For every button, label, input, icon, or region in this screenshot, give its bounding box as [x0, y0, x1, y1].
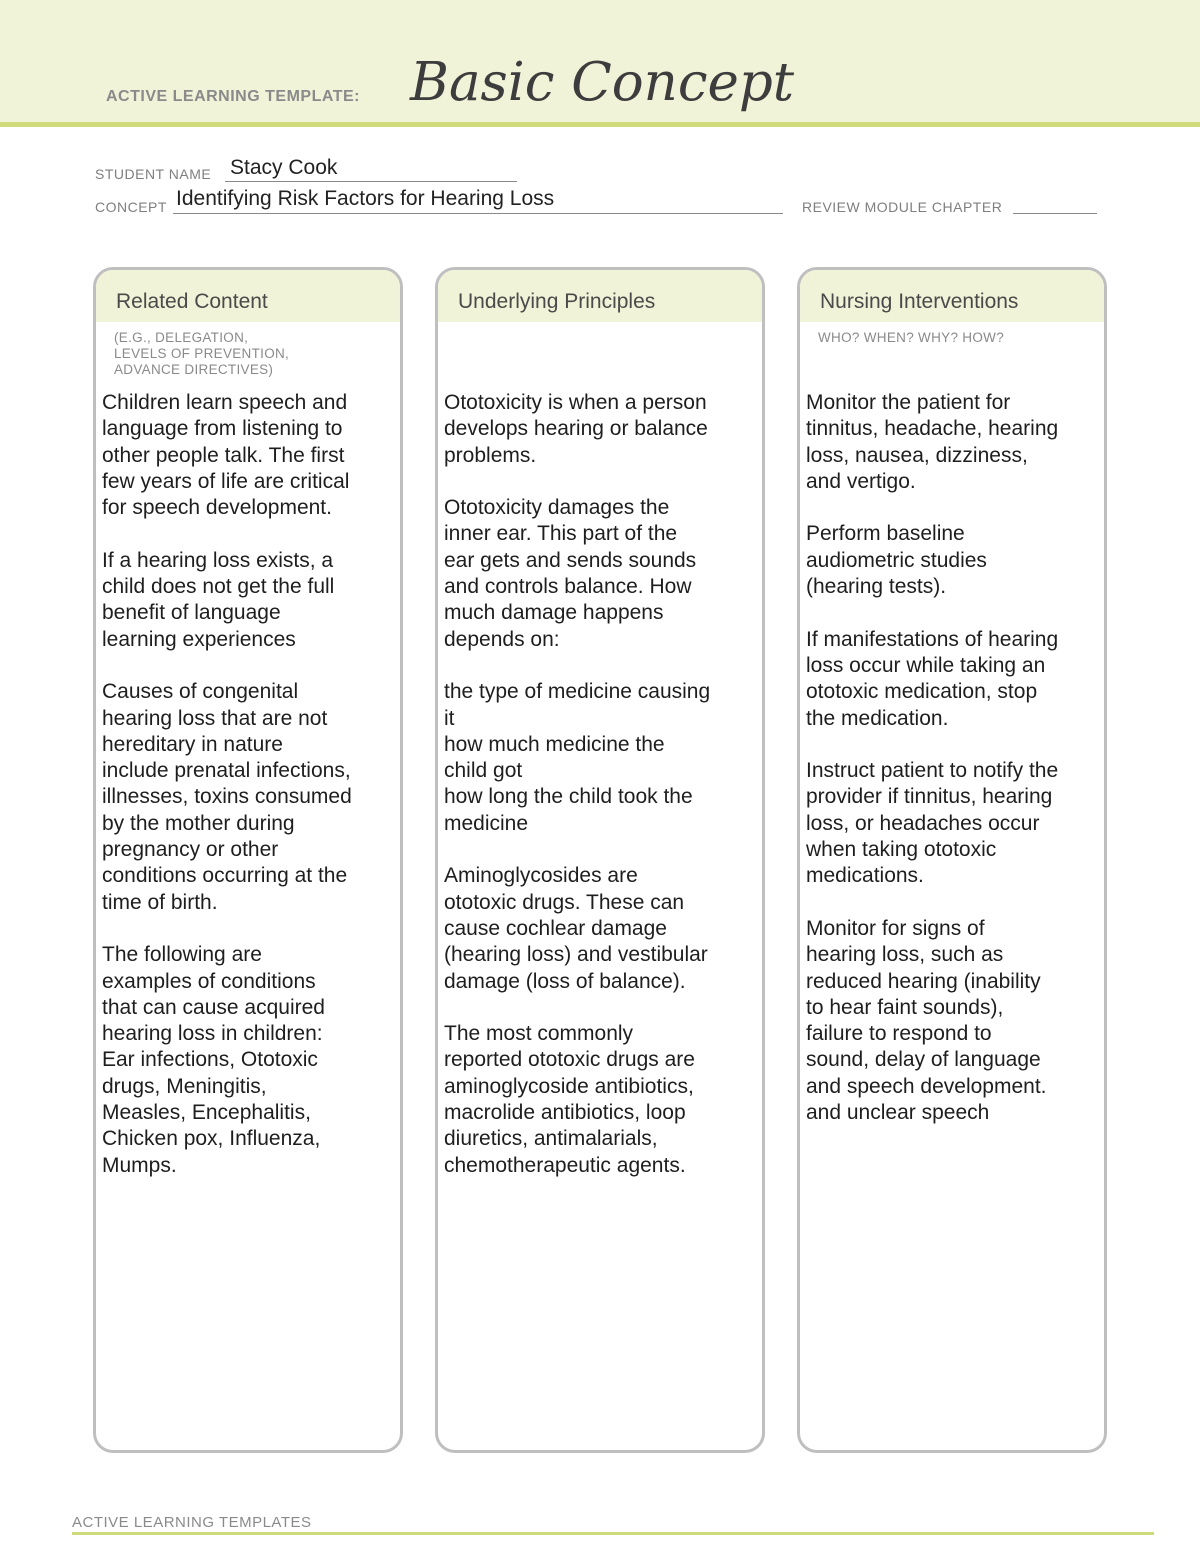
review-module-label: REVIEW MODULE CHAPTER: [802, 199, 1003, 215]
principles-paragraph: Ototoxicity is when a person develops hearing or balance problems.: [444, 391, 708, 467]
interventions-paragraph: Monitor for signs of hearing loss, such as reduced hearing (inability to hear faint sounds), failure to respond to sound, delay of language and speech development. and unclear speech: [806, 916, 1047, 1125]
footer-rule: [72, 1532, 1154, 1535]
concept-label: CONCEPT: [95, 199, 167, 215]
related-content-title: Related Content: [116, 290, 268, 313]
related-paragraph: Causes of congenital hearing loss that are not hereditary in nature include prenatal infections, illnesses, toxins consumed by the mother during pregnancy or other conditions occurring at the time of birth.: [102, 680, 352, 914]
underlying-principles-header: [438, 270, 762, 322]
student-name-value[interactable]: Stacy Cook: [230, 156, 338, 179]
footer-label: ACTIVE LEARNING TEMPLATES: [72, 1514, 312, 1531]
related-content-panel: [93, 267, 403, 1453]
underlying-principles-body: [444, 390, 756, 1205]
nursing-interventions-title: Nursing Interventions: [820, 290, 1019, 313]
related-content-header: [96, 270, 400, 322]
related-paragraph: The following are examples of conditions that can cause acquired hearing loss in children: Ear infections, Ototoxic drugs, Meningitis, Measles, Encephalitis, Chicken pox, Influenza, Mumps.: [102, 943, 325, 1177]
student-name-line: [225, 181, 517, 182]
nursing-interventions-body: [806, 390, 1098, 1153]
related-content-subtitle: (E.G., DELEGATION, LEVELS OF PREVENTION, ADVANCE DIRECTIVES): [114, 330, 290, 377]
nursing-interventions-header: [800, 270, 1104, 322]
nursing-interventions-panel: [797, 267, 1107, 1453]
underlying-principles-title: Underlying Principles: [458, 290, 656, 313]
concept-line: [173, 213, 783, 214]
principles-paragraph: The most commonly reported ototoxic drugs are aminoglycoside antibiotics, macrolide antibiotics, loop diuretics, antimalarials, chemotherapeutic agents.: [444, 1022, 695, 1177]
template-title: Basic Concept: [410, 52, 795, 113]
principles-paragraph: the type of medicine causing it how much medicine the child got how long the child took the medicine: [444, 680, 711, 835]
related-paragraph: Children learn speech and language from listening to other people talk. The first few years of life are critical for speech development.: [102, 391, 350, 520]
concept-value[interactable]: Identifying Risk Factors for Hearing Loss: [176, 187, 555, 210]
underlying-principles-panel: [435, 267, 765, 1453]
header-rule: [0, 122, 1200, 127]
interventions-paragraph: Perform baseline audiometric studies (hearing tests).: [806, 522, 987, 599]
template-label: ACTIVE LEARNING TEMPLATE:: [106, 88, 360, 105]
principles-paragraph: Ototoxicity damages the inner ear. This part of the ear gets and sends sounds and controls balance. How much damage happens depends on:: [444, 496, 697, 651]
nursing-interventions-subtitle: WHO? WHEN? WHY? HOW?: [818, 330, 1005, 345]
related-paragraph: If a hearing loss exists, a child does not get the full benefit of language learning experiences: [102, 548, 335, 651]
related-content-body: [102, 390, 394, 1205]
interventions-paragraph: Monitor the patient for tinnitus, headache, hearing loss, nausea, dizziness, and vertigo.: [806, 391, 1059, 493]
review-module-line: [1013, 213, 1097, 214]
principles-paragraph: Aminoglycosides are ototoxic drugs. These can cause cochlear damage (hearing loss) and vestibular damage (loss of balance).: [444, 864, 708, 993]
interventions-paragraph: Instruct patient to notify the provider if tinnitus, hearing loss, or headaches occur when taking ototoxic medications.: [806, 759, 1059, 888]
interventions-paragraph: If manifestations of hearing loss occur while taking an ototoxic medication, stop the medication.: [806, 627, 1059, 730]
student-name-label: STUDENT NAME: [95, 166, 212, 182]
